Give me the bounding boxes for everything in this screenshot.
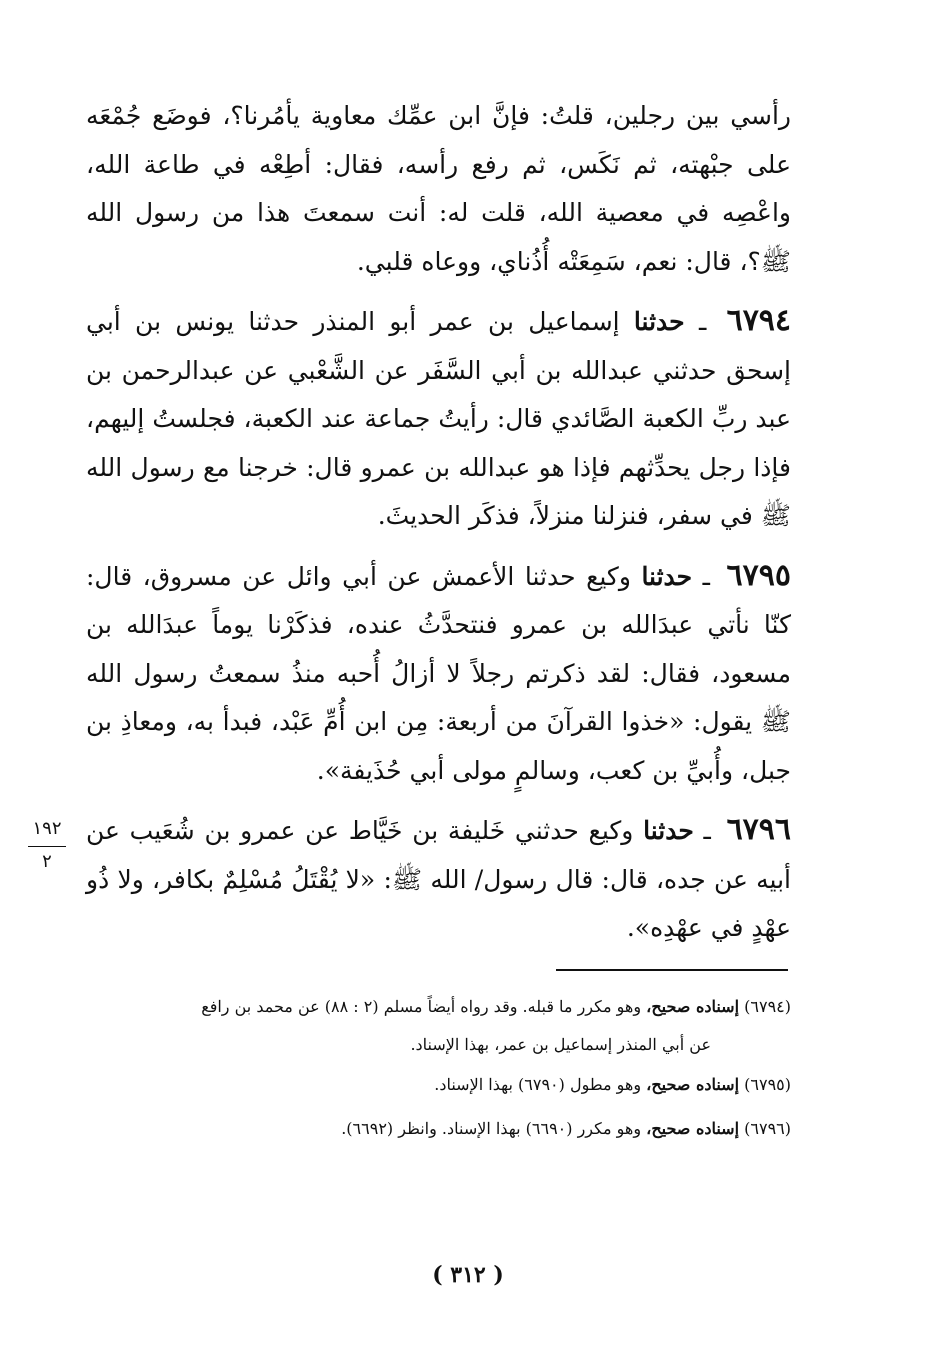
page-number: ( ٣١٢ ) xyxy=(432,1262,504,1288)
hadith-6794 xyxy=(86,297,791,541)
hadith-dash: ـ xyxy=(698,307,707,336)
hadith-number: ٦٧٩٥ xyxy=(726,557,791,593)
footnote-grade: إسناده صحيح، xyxy=(646,1075,740,1094)
footnote-grade: إسناده صحيح، xyxy=(646,1119,740,1138)
footnote-6794 xyxy=(86,996,791,1056)
margin-volume-number: ١٩٢ xyxy=(32,818,62,839)
hadith-6796 xyxy=(86,806,791,953)
footnote-text: وهو مطول (٦٧٩٠) بهذا الإسناد. xyxy=(434,1075,642,1094)
footnote-continuation: عن أبي المنذر إسماعيل بن عمر، بهذا الإسناد. xyxy=(410,1035,711,1054)
hadith-text: إسماعيل بن عمر أبو المنذر حدثنا يونس بن أبي إسحق حدثني عبدالله بن أبي السَّفَر عن الشَّعْبي عن عبدالرحمن بن عبد ربِّ الكعبة الصَّائدي قال: رأيتُ جماعة عند الكعبة، فجلستُ إليهم، فإذا رجل يحدِّثهم فإذا هو عبدالله بن عمرو قال: خرجنا مع رسول الله ﷺ في سفر، فنزلنا منزلاً، فذكَر الحديثَ. xyxy=(86,307,791,530)
footnote-separator xyxy=(556,969,788,971)
footnote-text: وهو مكرر ما قبله. وقد رواه أيضاً مسلم (٢ : ٨٨) عن محمد بن رافع xyxy=(201,997,642,1016)
hadith-number: ٦٧٩٦ xyxy=(726,812,792,847)
margin-part-number: ٢ xyxy=(42,851,52,872)
hadith-number: ٦٧٩٤ xyxy=(726,303,792,338)
footnote-grade: إسناده صحيح، xyxy=(646,997,740,1016)
footnote-6796 xyxy=(86,1118,791,1140)
hadith-6795 xyxy=(86,552,791,796)
margin-divider xyxy=(28,846,66,847)
hadith-marker: حدثنا xyxy=(641,561,693,591)
footnotes xyxy=(86,996,791,1162)
footnote-6795 xyxy=(86,1074,791,1096)
intro-paragraph: رأسي بين رجلين، قلتُ: فإنَّ ابن عمِّك معاوية يأمُرنا؟، فوضَع جُمْعَه على جبْهته، ثم نَكَس، ثم رفع رأسه، فقال: أطِعْه في طاعة الله، واعْصِه في معصية الله، قلت له: أنت سمعتَ هذا من رسول الله ﷺ؟، قال: نعم، سَمِعَتْه أُذُناي، ووعاه قلبي. xyxy=(86,101,791,276)
hadith-marker: حدثنا xyxy=(643,816,694,845)
hadith-dash: ـ xyxy=(702,561,710,591)
footnote-number: (٦٧٩٤) xyxy=(744,997,791,1016)
hadith-dash: ـ xyxy=(703,816,711,845)
margin-volume-reference xyxy=(22,818,72,873)
footnote-number: (٦٧٩٥) xyxy=(744,1075,791,1094)
hadith-text: وكيع حدثني خَليفة بن خَيَّاط عن عمرو بن شُعَيب عن أبيه عن جده، قال: قال رسول/ الله ﷺ: «لا يُقْتَلُ مُسْلِمٌ بكافر، ولا ذُو عهْدٍ في عهْدِه». xyxy=(86,816,791,942)
hadith-text: وكيع حدثنا الأعمش عن أبي وائل عن مسروق، قال: كنّا نأتي عبدَالله بن عمرو فنتحدَّثُ عنده، فذكَرْنا يوماً عبدَالله بن مسعود، فقال: لقد ذكرتم رجلاً لا أزالُ أُحبه منذُ سمعتُ رسول الله ﷺ يقول: «خذوا القرآنَ من أربعة: مِن ابن أُمِّ عَبْد، فبدأ به، ومعاذِ بن جبل، وأُبيِّ بن كعب، وسالمٍ مولى أبي حُذَيفة». xyxy=(86,561,791,785)
main-text xyxy=(86,92,791,953)
footnote-number: (٦٧٩٦) xyxy=(744,1119,791,1138)
hadith-marker: حدثنا xyxy=(633,307,685,336)
footnote-text: وهو مكرر (٦٦٩٠) بهذا الإسناد. وانظر (٦٦٩٢). xyxy=(341,1119,642,1138)
